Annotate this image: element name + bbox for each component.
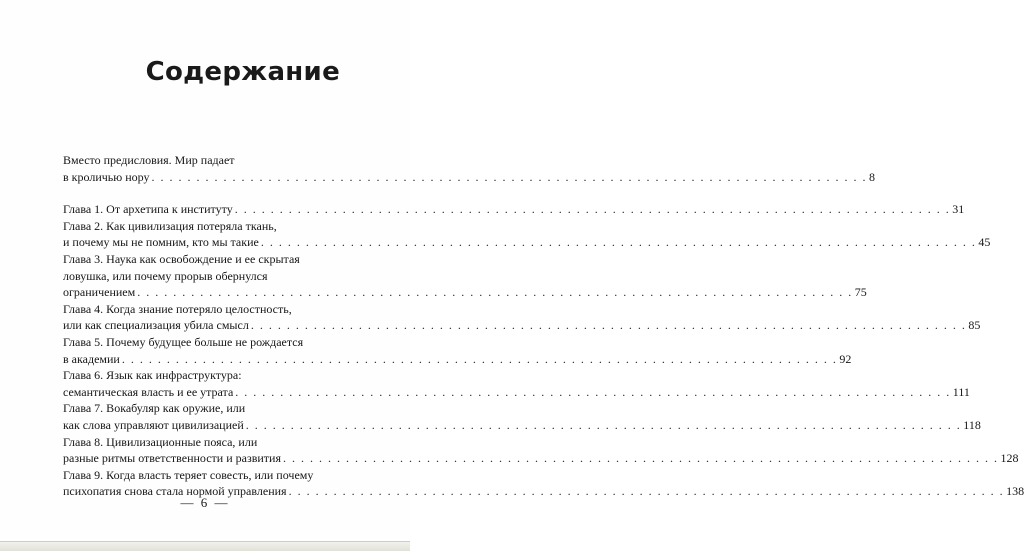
toc-entry-text: Вместо предисловия. Мир падает (63, 153, 235, 167)
toc-page-number: 111 (952, 384, 970, 399)
toc-entry-line (63, 467, 337, 484)
toc-entry-text: Глава 9. Когда власть теряет совесть, или почему (63, 467, 314, 482)
toc-page-number: 128 (1000, 451, 1019, 466)
toc-entry-line (63, 434, 337, 451)
dot-leader: . . . . . . . . . . . . . . . . . . . . . . . . . . . . . . . . . . . . . . . . . . . . . . . . . . . . . . . . . . . . . . . . . . . . . . . . . . . . . . . . (235, 384, 951, 399)
dot-leader: . . . . . . . . . . . . . . . . . . . . . . . . . . . . . . . . . . . . . . . . . . . . . . . . . . . . . . . . . . . . . . . . . . . . . . . . . . . . . . . . (260, 235, 977, 250)
toc-entry (63, 218, 991, 251)
toc-entry (63, 334, 852, 367)
toc-entry-line (63, 400, 337, 417)
dot-leader: . . . . . . . . . . . . . . . . . . . . . . . . . . . . . . . . . . . . . . . . . . . . . . . . . . . . . . . . . . . . . . . . . . . . . . . . . . . . . . . . (234, 202, 951, 217)
toc-page-number: 138 (1006, 484, 1024, 499)
toc-entry-text: в кроличью нору (63, 169, 150, 184)
toc-page-number: 8 (868, 169, 875, 184)
toc-entry-text: разные ритмы ответственности и развития (63, 451, 281, 466)
toc-entry-text: психопатия снова стала нормой управления (63, 484, 287, 499)
toc-entry-text: или как специализация убила смысл (63, 318, 249, 333)
dot-leader: . . . . . . . . . . . . . . . . . . . . . . . . . . . . . . . . . . . . . . . . . . . . . . . . . . . . . . . . . . . . . . . . . . . . . . . . . . . . . . . . (288, 484, 1005, 499)
toc-entry-line (63, 284, 867, 301)
toc-entry-line (63, 152, 337, 169)
table-of-contents (63, 152, 1024, 500)
toc-entry-text: ловушка, или почему прорыв обернулся (63, 268, 268, 283)
page-number: — 6 — (180, 495, 230, 510)
toc-entry (63, 201, 965, 218)
toc-entry-line (63, 317, 981, 334)
toc-entry (63, 251, 867, 301)
toc-entry-line (63, 367, 337, 384)
toc-entry-line (63, 417, 981, 434)
toc-entry-text: Глава 1. От архетипа к институту (63, 202, 233, 217)
toc-entry-line (63, 450, 1019, 467)
toc-entry-text: Глава 2. Как цивилизация потеряла ткань, (63, 218, 277, 233)
dot-leader: . . . . . . . . . . . . . . . . . . . . . . . . . . . . . . . . . . . . . . . . . . . . . . . . . . . . . . . . . . . . . . . . . . . . . . . . . . . . . . . . (121, 351, 838, 366)
toc-entry-line (63, 301, 337, 318)
toc-entry (63, 152, 875, 185)
dot-leader: . . . . . . . . . . . . . . . . . . . . . . . . . . . . . . . . . . . . . . . . . . . . . . . . . . . . . . . . . . . . . . . . . . . . . . . . . . . . . . . . (250, 318, 967, 333)
dot-leader: . . . . . . . . . . . . . . . . . . . . . . . . . . . . . . . . . . . . . . . . . . . . . . . . . . . . . . . . . . . . . . . . . . . . . . . . . . . . . . . . (151, 169, 867, 184)
toc-entry-text: и почему мы не помним, кто мы такие (63, 235, 259, 250)
toc-page-number: 45 (978, 235, 991, 250)
toc-entry-line (63, 334, 337, 351)
toc-entry-text: Глава 4. Когда знание потеряло целостность, (63, 301, 292, 316)
toc-entry-line (63, 234, 991, 251)
toc-entry-text: семантическая власть и ее утрата (63, 384, 234, 399)
toc-entry-line (63, 218, 337, 235)
toc-entry-text: Глава 7. Вокабуляр как оружие, или (63, 401, 246, 416)
toc-entry-text: Глава 8. Цивилизационные пояса, или (63, 434, 258, 449)
toc-entry (63, 400, 981, 433)
toc-entry (63, 301, 981, 334)
toc-page-number: 92 (839, 351, 852, 366)
toc-entry-text: Глава 6. Язык как инфраструктура: (63, 368, 242, 383)
dot-leader: . . . . . . . . . . . . . . . . . . . . . . . . . . . . . . . . . . . . . . . . . . . . . . . . . . . . . . . . . . . . . . . . . . . . . . . . . . . . . . . . (283, 451, 999, 466)
toc-entry-text: в академии (63, 351, 120, 366)
page-title: Содержание (145, 57, 340, 87)
toc-entry-text: Глава 5. Почему будущее больше не рождается (63, 334, 304, 349)
dot-leader: . . . . . . . . . . . . . . . . . . . . . . . . . . . . . . . . . . . . . . . . . . . . . . . . . . . . . . . . . . . . . . . . . . . . . . . . . . . . . . . . (137, 285, 853, 300)
toc-page-number: 31 (952, 202, 965, 217)
toc-entry-text: Глава 3. Наука как освобождение и ее скрытая (63, 251, 300, 266)
toc-entry-line (63, 268, 337, 285)
toc-entry-line (63, 251, 337, 268)
toc-page-number: 75 (854, 285, 867, 300)
toc-entry-line (63, 384, 970, 401)
toc-entry-line (63, 351, 852, 368)
toc-entry-line (63, 169, 875, 186)
toc-entry-text: ограничением (63, 285, 136, 300)
toc-entry (63, 434, 1019, 467)
toc-entry-text: как слова управляют цивилизацией (63, 417, 244, 432)
page-edge (0, 541, 410, 551)
dot-leader: . . . . . . . . . . . . . . . . . . . . . . . . . . . . . . . . . . . . . . . . . . . . . . . . . . . . . . . . . . . . . . . . . . . . . . . . . . . . . . . . (245, 417, 962, 432)
toc-entry-line (63, 201, 965, 218)
toc-page-number: 118 (963, 417, 981, 432)
toc-entry (63, 367, 970, 400)
toc-page-number: 85 (968, 318, 981, 333)
